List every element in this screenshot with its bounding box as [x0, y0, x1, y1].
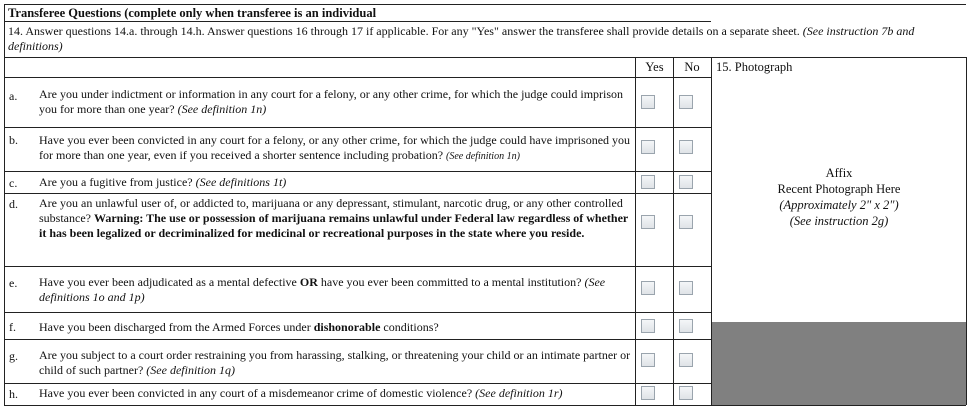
question-body: Have you ever been convicted in any court of a misdemeanor crime of domestic violence?	[39, 386, 473, 400]
question-letter: h.	[9, 387, 18, 401]
question-reference: (See definition 1n)	[446, 151, 520, 162]
photo-line-affix: Affix	[825, 166, 853, 180]
photo-line-size: (Approximately 2" x 2")	[779, 198, 899, 212]
photograph-label: 15. Photograph	[716, 60, 793, 74]
question-g-yes-checkbox[interactable]	[641, 353, 655, 367]
question-body: Are you an unlawful user of, or addicted to, marijuana or any depressant, stimulant, narcotic drug, or any other controlled substance?	[39, 196, 623, 225]
question-e-no-checkbox[interactable]	[679, 281, 693, 295]
question-reference: (See definition 1r)	[475, 386, 563, 400]
photo-line-recent: Recent Photograph Here	[777, 182, 901, 196]
question-text	[39, 133, 634, 164]
question-text	[39, 348, 634, 378]
shaded-block	[712, 322, 966, 405]
question-body: Are you a fugitive from justice?	[39, 175, 193, 189]
question-body: Are you subject to a court order restraining you from harassing, stalking, or threatening your child or an intimate partner or child of such partner?	[39, 348, 631, 377]
question-emphasis: OR	[299, 275, 318, 289]
row-h-bottom-line	[4, 405, 966, 406]
question-reference: (See definition 1n)	[177, 102, 267, 116]
question-emphasis: dishonorable	[313, 320, 381, 334]
yes-column-header: Yes	[645, 60, 664, 74]
photo-line-instruction: (See instruction 2g)	[789, 214, 889, 228]
intro-reference: (See instruction 7b and definitions)	[8, 24, 915, 53]
question-body: Are you under indictment or information in any court for a felony, or any other crime, for which the judge could imprison you for more than one year?	[39, 87, 624, 116]
question-a-yes-checkbox[interactable]	[641, 95, 655, 109]
section-intro	[8, 24, 958, 54]
question-body-cont: have you ever been committed to a mental institution?	[320, 275, 582, 289]
row-f-bottom-line	[4, 339, 711, 340]
question-letter: c.	[9, 176, 18, 190]
question-a-no-checkbox[interactable]	[679, 95, 693, 109]
yes-column-left-line	[635, 57, 636, 405]
question-g-no-checkbox[interactable]	[679, 353, 693, 367]
question-body: Have you ever been convicted in any court for a felony, or any other crime, for which the judge could have imprisoned you for more than one year, even if you received a shorter sentence including probation?	[39, 133, 631, 162]
question-letter: e.	[9, 276, 18, 290]
question-reference: (See definitions 1o and 1p)	[39, 275, 606, 304]
row-c-bottom-line	[4, 193, 711, 194]
question-text	[39, 386, 634, 401]
question-h-no-checkbox[interactable]	[679, 386, 693, 400]
question-warning: Warning: The use or possession of marijuana remains unlawful under Federal law regardless of whether it has been legalized or decriminalized for medicinal or recreational purposes in the state where you reside.	[39, 211, 629, 240]
question-reference: (See definition 1q)	[146, 363, 235, 377]
question-text	[39, 87, 634, 117]
question-reference: (See definitions 1t)	[195, 175, 287, 189]
photo-right-line	[966, 57, 967, 405]
question-letter: a.	[9, 89, 18, 103]
section-title: Transferee Questions (complete only when transferee is an individual	[8, 6, 377, 20]
row-a-bottom-line	[4, 127, 711, 128]
header-row-bottom-line	[4, 77, 711, 78]
question-text	[39, 320, 634, 335]
question-f-yes-checkbox[interactable]	[641, 319, 655, 333]
question-c-no-checkbox[interactable]	[679, 175, 693, 189]
question-b-yes-checkbox[interactable]	[641, 140, 655, 154]
question-letter: f.	[9, 320, 16, 334]
question-text	[39, 196, 634, 241]
question-c-yes-checkbox[interactable]	[641, 175, 655, 189]
question-h-yes-checkbox[interactable]	[641, 386, 655, 400]
row-d-bottom-line	[4, 266, 711, 267]
question-f-no-checkbox[interactable]	[679, 319, 693, 333]
question-d-no-checkbox[interactable]	[679, 215, 693, 229]
intro-divider	[4, 57, 966, 58]
question-d-yes-checkbox[interactable]	[641, 215, 655, 229]
question-e-yes-checkbox[interactable]	[641, 281, 655, 295]
intro-text: 14. Answer questions 14.a. through 14.h. Answer questions 16 through 17 if applicable. For any "Yes" answer the transferee shall provide details on a separate sheet.	[8, 24, 800, 38]
no-column-header: No	[684, 60, 700, 74]
row-e-bottom-line	[4, 312, 711, 313]
question-b-no-checkbox[interactable]	[679, 140, 693, 154]
question-body: Have you been discharged from the Armed Forces under	[39, 320, 311, 334]
row-b-bottom-line	[4, 171, 711, 172]
question-letter: b.	[9, 133, 18, 147]
question-body-cont: conditions?	[383, 320, 439, 334]
question-body: Have you ever been adjudicated as a mental defective	[39, 275, 297, 289]
question-text	[39, 175, 634, 190]
question-letter: d.	[9, 197, 18, 211]
no-column-left-line	[673, 57, 674, 405]
question-text	[39, 275, 634, 305]
photograph-instructions	[712, 165, 966, 229]
question-letter: g.	[9, 349, 18, 363]
row-g-bottom-line	[4, 383, 711, 384]
